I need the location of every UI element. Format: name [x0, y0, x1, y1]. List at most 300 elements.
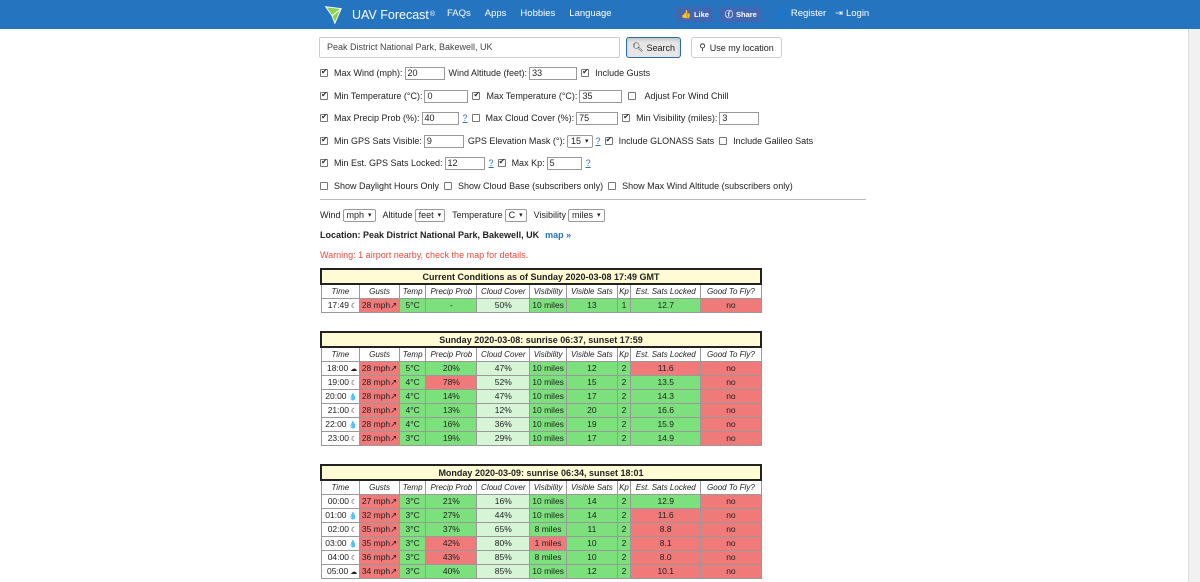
moon-icon: ☾	[348, 436, 358, 443]
table-cell: 20	[566, 403, 617, 417]
min-visibility-input[interactable]: 3	[719, 112, 759, 125]
page-margin-right	[880, 29, 1188, 582]
table-cell: 47%	[477, 389, 530, 403]
settings-row-wind	[320, 66, 650, 80]
nav-link-language[interactable]: Language	[569, 8, 612, 19]
kp-help-link[interactable]: ?	[585, 158, 591, 168]
cloud-icon: ☁	[348, 569, 358, 576]
table-cell: 11	[566, 522, 617, 536]
table-title: Monday 2020-03-09: sunrise 06:34, sunset 18:01	[321, 465, 761, 480]
moon-icon: ☾	[348, 303, 358, 310]
time-cell	[321, 536, 360, 550]
table-cell: 4°C	[399, 389, 425, 403]
cloud-base-label: Show Cloud Base (subscribers only)	[458, 181, 604, 191]
thumbs-up-icon: 👍	[681, 10, 691, 19]
drone-logo-icon	[322, 4, 344, 26]
table-cell: 2	[617, 417, 630, 431]
time-text: 17:49	[327, 300, 349, 310]
nav-links	[447, 8, 626, 19]
table-cell: 65%	[477, 522, 530, 536]
table-row	[321, 536, 761, 550]
table-cell: 32 mph↗	[360, 508, 400, 522]
column-header: Good To Fly?	[701, 347, 761, 361]
time-text: 00:00	[327, 496, 349, 506]
column-header: Visibility	[530, 347, 567, 361]
wind-altitude-input[interactable]: 33	[529, 67, 577, 80]
wind-unit-label: Wind	[320, 210, 341, 220]
column-header: Time	[321, 284, 360, 298]
table-cell: 2	[617, 550, 630, 564]
column-header: Cloud Cover	[477, 347, 530, 361]
brand[interactable]	[322, 3, 435, 26]
column-header: Precip Prob	[426, 284, 477, 298]
precip-help-link[interactable]: ?	[462, 113, 468, 123]
table-cell: 12.9	[631, 494, 701, 508]
visibility-unit-select[interactable]: miles ▾	[568, 209, 605, 222]
register-label: Register	[790, 8, 827, 19]
use-my-location-button[interactable]	[691, 37, 782, 58]
min-locked-checkbox[interactable]	[320, 159, 328, 167]
time-text: 03:00	[325, 538, 347, 548]
map-link[interactable]: map »	[545, 230, 572, 240]
table-cell: 13%	[426, 403, 477, 417]
table-cell: 11.6	[631, 508, 701, 522]
column-header: Cloud Cover	[477, 284, 530, 298]
min-gps-input[interactable]: 9	[424, 135, 464, 148]
visibility-unit-label: Visibility	[533, 210, 566, 220]
temperature-unit-label: Temperature	[452, 210, 503, 220]
units-row	[320, 208, 612, 222]
table-cell: 27 mph↗	[360, 494, 400, 508]
column-header: Est. Sats Locked	[631, 480, 701, 494]
time-cell	[321, 375, 360, 389]
min-temp-label: Min Temperature (°C):	[334, 91, 423, 101]
table-cell: 44%	[477, 508, 530, 522]
time-text: 19:00	[327, 377, 349, 387]
table-cell: 12%	[477, 403, 530, 417]
table-cell: no	[701, 550, 761, 564]
table-cell: no	[701, 431, 761, 445]
time-cell	[321, 403, 360, 417]
location-line	[320, 230, 571, 240]
column-header: Kp	[617, 480, 630, 494]
max-precip-label: Max Precip Prob (%):	[334, 113, 420, 123]
time-text: 18:00	[326, 363, 349, 373]
table-cell: 16%	[477, 494, 530, 508]
table-cell: 10 miles	[530, 494, 567, 508]
min-temp-input[interactable]: 0	[424, 90, 468, 103]
max-kp-checkbox[interactable]	[498, 159, 506, 167]
like-label: Like	[693, 10, 709, 19]
time-text: 23:00	[327, 433, 349, 443]
drop-icon: 💧	[346, 513, 358, 520]
table-cell: 2	[617, 494, 630, 508]
nav-link-faqs[interactable]: FAQs	[447, 8, 471, 19]
table-cell: 19	[566, 417, 617, 431]
divider	[320, 199, 866, 200]
glonass-checkbox[interactable]	[605, 137, 613, 145]
elevation-mask-select[interactable]: 15 ▾	[567, 135, 593, 148]
max-temp-checkbox[interactable]	[472, 92, 480, 100]
time-text: 05:00	[326, 566, 349, 576]
table-cell: 8.0	[631, 550, 701, 564]
table-header-row	[321, 480, 761, 494]
table-cell: 42%	[426, 536, 477, 550]
table-cell: no	[701, 522, 761, 536]
wind-unit-select[interactable]: mph ▾	[343, 209, 376, 222]
table-cell: 10	[566, 550, 617, 564]
table-cell: 16.6	[631, 403, 701, 417]
table-cell: 10.1	[631, 564, 701, 578]
table-cell: 8 miles	[530, 522, 567, 536]
max-wind-checkbox[interactable]	[320, 69, 328, 77]
table-cell: 28 mph↗	[360, 361, 400, 375]
facebook-icon: ⓕ	[725, 10, 733, 19]
table-cell: 47%	[477, 361, 530, 375]
max-wind-alt-checkbox[interactable]	[608, 182, 616, 190]
table-cell: 2	[617, 375, 630, 389]
table-cell: 2	[617, 564, 630, 578]
table-cell: 19%	[426, 431, 477, 445]
table-cell: 13.5	[631, 375, 701, 389]
table-cell: 85%	[477, 550, 530, 564]
table-row	[321, 522, 761, 536]
location-search-input[interactable]: Peak District National Park, Bakewell, UK	[319, 37, 620, 58]
table-cell: no	[701, 389, 761, 403]
table-cell: 2	[617, 522, 630, 536]
table-cell: 28 mph↗	[360, 375, 400, 389]
table-cell: 85%	[477, 564, 530, 578]
table-cell: 10 miles	[530, 361, 567, 375]
table-cell: 10	[566, 536, 617, 550]
table-cell: 3°C	[399, 550, 425, 564]
column-header: Temp	[399, 284, 425, 298]
table-cell: 12	[566, 564, 617, 578]
max-temp-label: Max Temperature (°C):	[486, 91, 578, 101]
table-cell: 14%	[426, 389, 477, 403]
table-cell: 15	[566, 375, 617, 389]
table-cell: 14.3	[631, 389, 701, 403]
column-header: Cloud Cover	[477, 480, 530, 494]
table-cell: 10 miles	[530, 375, 567, 389]
login-link[interactable]	[835, 8, 869, 19]
max-precip-input[interactable]: 40	[422, 112, 459, 125]
drop-icon: 💧	[346, 422, 358, 429]
table-cell: 2	[617, 389, 630, 403]
table-cell: 2	[617, 403, 630, 417]
table-cell: -	[426, 298, 477, 312]
table-cell: no	[701, 361, 761, 375]
table-cell: 3°C	[399, 536, 425, 550]
moon-icon: ☾	[348, 499, 358, 506]
column-header: Visible Sats	[566, 480, 617, 494]
navbar	[0, 0, 1200, 29]
forecast-table	[320, 331, 762, 446]
table-cell: 36 mph↗	[360, 550, 400, 564]
max-kp-label: Max Kp:	[511, 158, 545, 168]
table-cell: 10 miles	[530, 508, 567, 522]
table-cell: 35 mph↗	[360, 536, 400, 550]
table-cell: 11.6	[631, 361, 701, 375]
table-header-row	[321, 284, 761, 298]
min-visibility-checkbox[interactable]	[622, 114, 630, 122]
cloud-base-checkbox[interactable]	[444, 182, 452, 190]
time-cell	[321, 298, 360, 312]
user-icon: 👤	[776, 8, 788, 19]
moon-icon: ☾	[348, 555, 358, 562]
login-icon: ⇥	[835, 8, 843, 19]
table-cell: 20%	[426, 361, 477, 375]
include-gusts-checkbox[interactable]	[581, 69, 589, 77]
table-cell: 3°C	[399, 522, 425, 536]
brand-registered-mark: ®	[429, 11, 436, 18]
wind-chill-label: Adjust For Wind Chill	[644, 91, 729, 101]
table-cell: no	[701, 494, 761, 508]
settings-row-locked	[320, 156, 595, 170]
table-cell: 5°C	[399, 361, 425, 375]
map-marker-icon: ⚲	[699, 42, 706, 52]
time-cell	[321, 389, 360, 403]
time-cell	[321, 361, 360, 375]
altitude-unit-label: Altitude	[382, 210, 413, 220]
time-cell	[321, 522, 360, 536]
min-visibility-label: Min Visibility (miles):	[636, 113, 718, 123]
time-cell	[321, 564, 360, 578]
login-label: Login	[845, 8, 870, 19]
min-temp-checkbox[interactable]	[320, 92, 328, 100]
table-row	[321, 298, 761, 312]
settings-row-gps	[320, 134, 813, 148]
time-text: 04:00	[327, 552, 349, 562]
table-cell: 1	[617, 298, 630, 312]
table-cell: 5°C	[399, 298, 425, 312]
drop-icon: 💧	[346, 394, 358, 401]
table-cell: no	[701, 564, 761, 578]
table-cell: 28 mph↗	[360, 431, 400, 445]
search-icon: 🔍︎	[632, 42, 644, 52]
table-cell: 13	[566, 298, 617, 312]
table-cell: 17	[566, 389, 617, 403]
elevation-mask-label: GPS Elevation Mask (°):	[467, 136, 566, 146]
column-header: Kp	[617, 347, 630, 361]
moon-icon: ☾	[348, 527, 358, 534]
table-cell: 27%	[426, 508, 477, 522]
table-cell: 3°C	[399, 508, 425, 522]
table-row	[321, 494, 761, 508]
table-cell: 52%	[477, 375, 530, 389]
table-cell: 14.9	[631, 431, 701, 445]
time-text: 20:00	[325, 391, 347, 401]
time-text: 22:00	[325, 419, 347, 429]
table-cell: 34 mph↗	[360, 564, 400, 578]
table-cell: 28 mph↗	[360, 403, 400, 417]
settings-row-display	[320, 179, 793, 193]
table-row	[321, 403, 761, 417]
max-cloud-label: Max Cloud Cover (%):	[485, 113, 575, 123]
max-wind-label: Max Wind (mph):	[334, 68, 403, 78]
min-gps-checkbox[interactable]	[320, 137, 328, 145]
search-button[interactable]	[626, 37, 681, 58]
time-cell	[321, 431, 360, 445]
max-wind-input[interactable]: 20	[405, 67, 445, 80]
airport-warning: Warning: 1 airport nearby, check the map for details.	[320, 250, 529, 260]
table-cell: 2	[617, 508, 630, 522]
forecast-table	[320, 464, 762, 579]
table-cell: 15.9	[631, 417, 701, 431]
table-cell: no	[701, 536, 761, 550]
table-cell: 12.7	[631, 298, 701, 312]
table-cell: 28 mph↗	[360, 298, 400, 312]
include-gusts-label: Include Gusts	[595, 68, 651, 78]
forecast-table	[320, 268, 762, 313]
facebook-share-button[interactable]	[720, 7, 762, 22]
column-header: Visibility	[530, 480, 567, 494]
settings-row-precip	[320, 111, 763, 125]
table-row	[321, 508, 761, 522]
table-row	[321, 389, 761, 403]
column-header: Visible Sats	[566, 284, 617, 298]
table-row	[321, 361, 761, 375]
table-cell: 50%	[477, 298, 530, 312]
altitude-unit-select[interactable]: feet ▾	[415, 209, 446, 222]
use-location-label: Use my location	[709, 42, 774, 53]
table-cell: 3°C	[399, 431, 425, 445]
settings-row-temperature	[320, 89, 728, 103]
mask-help-link[interactable]: ?	[595, 136, 601, 146]
time-cell	[321, 550, 360, 564]
table-cell: no	[701, 417, 761, 431]
table-cell: 2	[617, 431, 630, 445]
table-row	[321, 564, 761, 578]
table-cell: 36%	[477, 417, 530, 431]
table-cell: no	[701, 375, 761, 389]
table-cell: 12	[566, 361, 617, 375]
table-row	[321, 375, 761, 389]
table-title: Sunday 2020-03-08: sunrise 06:37, sunset 17:59	[321, 332, 761, 347]
column-header: Time	[321, 347, 360, 361]
table-cell: 17	[566, 431, 617, 445]
table-cell: 8.8	[631, 522, 701, 536]
moon-icon: ☾	[348, 408, 358, 415]
galileo-checkbox[interactable]	[719, 137, 727, 145]
table-cell: 10 miles	[530, 564, 567, 578]
table-cell: 10 miles	[530, 298, 567, 312]
table-cell: 3°C	[399, 564, 425, 578]
daylight-checkbox[interactable]	[320, 182, 328, 190]
scrollbar[interactable]	[1188, 29, 1200, 582]
column-header: Visibility	[530, 284, 567, 298]
share-label: Share	[736, 10, 757, 19]
table-row	[321, 431, 761, 445]
galileo-label: Include Galileo Sats	[733, 136, 814, 146]
column-header: Precip Prob	[426, 347, 477, 361]
time-text: 02:00	[327, 524, 349, 534]
min-locked-label: Min Est. GPS Sats Locked:	[334, 158, 443, 168]
table-cell: 80%	[477, 536, 530, 550]
column-header: Est. Sats Locked	[631, 284, 701, 298]
table-cell: 35 mph↗	[360, 522, 400, 536]
table-cell: 40%	[426, 564, 477, 578]
register-link[interactable]	[776, 8, 826, 19]
max-precip-checkbox[interactable]	[320, 114, 328, 122]
column-header: Est. Sats Locked	[631, 347, 701, 361]
table-cell: 14	[566, 494, 617, 508]
table-cell: 2	[617, 536, 630, 550]
max-kp-input[interactable]: 5	[547, 157, 582, 170]
table-cell: 28 mph↗	[360, 389, 400, 403]
table-cell: no	[701, 508, 761, 522]
daylight-label: Show Daylight Hours Only	[334, 181, 440, 191]
column-header: Gusts	[360, 480, 400, 494]
table-cell: 1 miles	[530, 536, 567, 550]
column-header: Temp	[399, 480, 425, 494]
table-cell: 16%	[426, 417, 477, 431]
table-cell: 43%	[426, 550, 477, 564]
table-cell: 29%	[477, 431, 530, 445]
column-header: Time	[321, 480, 360, 494]
facebook-like-button[interactable]	[676, 7, 714, 22]
time-text: 21:00	[327, 405, 349, 415]
glonass-label: Include GLONASS Sats	[618, 136, 715, 146]
table-cell: 4°C	[399, 375, 425, 389]
table-cell: 4°C	[399, 417, 425, 431]
wind-chill-checkbox[interactable]	[628, 92, 636, 100]
max-cloud-input[interactable]: 75	[576, 112, 618, 125]
table-cell: 4°C	[399, 403, 425, 417]
max-wind-alt-label: Show Max Wind Altitude (subscribers only)	[622, 181, 793, 191]
table-cell: 37%	[426, 522, 477, 536]
brand-name: UAV Forecast	[352, 7, 429, 22]
time-cell	[321, 508, 360, 522]
min-gps-label: Min GPS Sats Visible:	[334, 136, 422, 146]
table-cell: 8.1	[631, 536, 701, 550]
table-title: Current Conditions as of Sunday 2020-03-08 17:49 GMT	[321, 269, 761, 284]
table-cell: no	[701, 403, 761, 417]
table-header-row	[321, 347, 761, 361]
table-cell: 8 miles	[530, 550, 567, 564]
cloud-icon: ☁	[348, 366, 358, 373]
table-cell: 10 miles	[530, 389, 567, 403]
min-locked-input[interactable]: 12	[445, 157, 485, 170]
max-cloud-checkbox[interactable]	[472, 114, 480, 122]
column-header: Kp	[617, 284, 630, 298]
table-cell: 2	[617, 361, 630, 375]
locked-help-link[interactable]: ?	[488, 158, 494, 168]
column-header: Good To Fly?	[701, 480, 761, 494]
column-header: Visible Sats	[566, 347, 617, 361]
column-header: Precip Prob	[426, 480, 477, 494]
nav-link-hobbies[interactable]: Hobbies	[520, 8, 556, 19]
table-cell: 10 miles	[530, 431, 567, 445]
table-cell: 14	[566, 508, 617, 522]
table-row	[321, 417, 761, 431]
max-temp-input[interactable]: 35	[579, 90, 622, 103]
wind-altitude-label: Wind Altitude (feet):	[448, 68, 528, 78]
nav-link-apps[interactable]: Apps	[484, 8, 507, 19]
table-cell: 10 miles	[530, 403, 567, 417]
table-cell: no	[701, 298, 761, 312]
column-header: Gusts	[360, 284, 400, 298]
moon-icon: ☾	[348, 380, 358, 387]
table-cell: 21%	[426, 494, 477, 508]
table-cell: 3°C	[399, 494, 425, 508]
temperature-unit-select[interactable]: C ▾	[505, 209, 527, 222]
time-cell	[321, 494, 360, 508]
time-cell	[321, 417, 360, 431]
column-header: Gusts	[360, 347, 400, 361]
table-cell: 78%	[426, 375, 477, 389]
location-text: Location: Peak District National Park, Bakewell, UK	[320, 230, 540, 240]
